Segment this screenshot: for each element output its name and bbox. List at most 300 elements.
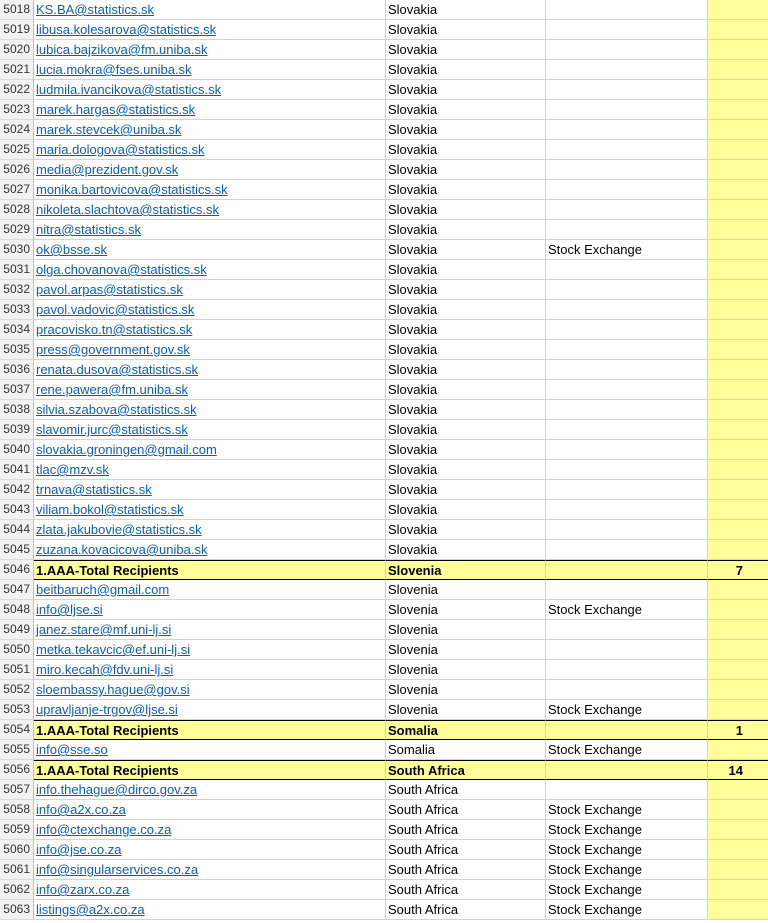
- count-cell[interactable]: [708, 540, 768, 560]
- category-cell[interactable]: [546, 460, 708, 480]
- email-cell[interactable]: [34, 500, 386, 520]
- country-cell[interactable]: Slovakia: [386, 20, 546, 40]
- country-cell[interactable]: Slovenia: [386, 620, 546, 640]
- count-cell[interactable]: [708, 180, 768, 200]
- table-row: [0, 880, 768, 900]
- count-cell[interactable]: [708, 660, 768, 680]
- category-cell[interactable]: [546, 280, 708, 300]
- count-cell[interactable]: [708, 360, 768, 380]
- row-number[interactable]: 5044: [0, 520, 34, 540]
- count-cell[interactable]: [708, 220, 768, 240]
- country-cell[interactable]: Slovakia: [386, 420, 546, 440]
- row-number[interactable]: 5059: [0, 820, 34, 840]
- country-cell[interactable]: Slovakia: [386, 0, 546, 20]
- row-number[interactable]: 5049: [0, 620, 34, 640]
- table-row: [0, 180, 768, 200]
- table-row: [0, 900, 768, 920]
- email-link[interactable]: info.thehague@dirco.gov.za: [36, 782, 198, 797]
- row-number[interactable]: 5034: [0, 320, 34, 340]
- count-cell[interactable]: [708, 780, 768, 800]
- count-cell[interactable]: [708, 400, 768, 420]
- category-cell[interactable]: Stock Exchange: [546, 900, 708, 920]
- email-link[interactable]: media@prezident.gov.sk: [36, 162, 179, 177]
- category-cell[interactable]: [546, 420, 708, 440]
- category-cell[interactable]: [546, 360, 708, 380]
- category-cell[interactable]: Stock Exchange: [546, 740, 708, 760]
- category-cell[interactable]: [546, 20, 708, 40]
- row-number[interactable]: 5047: [0, 580, 34, 600]
- row-number[interactable]: 5046: [0, 560, 34, 580]
- country-cell[interactable]: Slovenia: [386, 640, 546, 660]
- email-cell[interactable]: [34, 520, 386, 540]
- country-cell[interactable]: Slovakia: [386, 180, 546, 200]
- category-cell[interactable]: Stock Exchange: [546, 820, 708, 840]
- row-number[interactable]: 5030: [0, 240, 34, 260]
- email-link[interactable]: libusa.kolesarova@statistics.sk: [36, 22, 217, 37]
- count-cell[interactable]: [708, 260, 768, 280]
- email-link[interactable]: renata.dusova@statistics.sk: [36, 362, 199, 377]
- count-cell[interactable]: [708, 860, 768, 880]
- email-cell[interactable]: [34, 580, 386, 600]
- count-cell[interactable]: [708, 340, 768, 360]
- email-cell[interactable]: [34, 120, 386, 140]
- table-row: [0, 740, 768, 760]
- row-number[interactable]: 5026: [0, 160, 34, 180]
- table-row: [0, 800, 768, 820]
- category-cell[interactable]: Stock Exchange: [546, 700, 708, 720]
- count-cell[interactable]: [708, 600, 768, 620]
- category-cell[interactable]: [546, 400, 708, 420]
- email-link[interactable]: silvia.szabova@statistics.sk: [36, 402, 197, 417]
- email-cell[interactable]: [34, 180, 386, 200]
- email-link[interactable]: ok@bsse.sk: [36, 242, 107, 257]
- category-cell[interactable]: Stock Exchange: [546, 600, 708, 620]
- country-cell[interactable]: Slovakia: [386, 400, 546, 420]
- country-cell[interactable]: South Africa: [386, 780, 546, 800]
- country-cell[interactable]: South Africa: [386, 900, 546, 920]
- count-cell[interactable]: [708, 700, 768, 720]
- email-link[interactable]: press@government.gov.sk: [36, 342, 190, 357]
- country-cell[interactable]: Slovakia: [386, 260, 546, 280]
- email-link[interactable]: info@a2x.co.za: [36, 802, 126, 817]
- table-row: [0, 500, 768, 520]
- email-cell[interactable]: [34, 340, 386, 360]
- country-cell[interactable]: Slovakia: [386, 140, 546, 160]
- email-cell[interactable]: [34, 260, 386, 280]
- email-cell[interactable]: [34, 620, 386, 640]
- row-number[interactable]: 5061: [0, 860, 34, 880]
- row-number[interactable]: 5022: [0, 80, 34, 100]
- row-number[interactable]: 5054: [0, 720, 34, 740]
- count-cell[interactable]: [708, 0, 768, 20]
- email-cell[interactable]: [34, 420, 386, 440]
- country-cell[interactable]: Slovakia: [386, 440, 546, 460]
- count-cell[interactable]: [708, 280, 768, 300]
- country-cell[interactable]: South Africa: [386, 820, 546, 840]
- category-cell[interactable]: [546, 80, 708, 100]
- table-row: [0, 0, 768, 20]
- email-cell[interactable]: [34, 380, 386, 400]
- category-cell[interactable]: Stock Exchange: [546, 800, 708, 820]
- row-number[interactable]: 5028: [0, 200, 34, 220]
- email-cell[interactable]: [34, 880, 386, 900]
- country-cell[interactable]: South Africa: [386, 880, 546, 900]
- email-link[interactable]: marek.stevcek@uniba.sk: [36, 122, 182, 137]
- email-link[interactable]: marek.hargas@statistics.sk: [36, 102, 196, 117]
- email-link[interactable]: olga.chovanova@statistics.sk: [36, 262, 207, 277]
- count-cell[interactable]: 7: [708, 560, 768, 580]
- email-cell[interactable]: [34, 80, 386, 100]
- country-cell[interactable]: Slovakia: [386, 120, 546, 140]
- email-cell[interactable]: [34, 480, 386, 500]
- category-cell[interactable]: [546, 560, 708, 580]
- email-cell[interactable]: [34, 320, 386, 340]
- count-cell[interactable]: [708, 480, 768, 500]
- table-row: [0, 260, 768, 280]
- row-number[interactable]: 5025: [0, 140, 34, 160]
- category-cell[interactable]: [546, 100, 708, 120]
- country-cell[interactable]: Slovenia: [386, 660, 546, 680]
- category-cell[interactable]: [546, 620, 708, 640]
- category-cell[interactable]: [546, 180, 708, 200]
- email-link[interactable]: tlac@mzv.sk: [36, 462, 109, 477]
- email-cell[interactable]: [34, 820, 386, 840]
- email-link[interactable]: slavomir.jurc@statistics.sk: [36, 422, 188, 437]
- country-cell[interactable]: Slovenia: [386, 580, 546, 600]
- email-link[interactable]: maria.dologova@statistics.sk: [36, 142, 205, 157]
- count-cell[interactable]: [708, 680, 768, 700]
- email-link[interactable]: beitbaruch@gmail.com: [36, 582, 170, 597]
- email-link[interactable]: viliam.bokol@statistics.sk: [36, 502, 184, 517]
- row-number[interactable]: 5036: [0, 360, 34, 380]
- country-cell[interactable]: Slovakia: [386, 340, 546, 360]
- email-link[interactable]: zuzana.kovacicova@uniba.sk: [36, 542, 208, 557]
- country-cell[interactable]: Slovakia: [386, 480, 546, 500]
- email-cell[interactable]: [34, 300, 386, 320]
- row-number[interactable]: 5020: [0, 40, 34, 60]
- row-number[interactable]: 5040: [0, 440, 34, 460]
- email-cell[interactable]: [34, 60, 386, 80]
- table-row: [0, 520, 768, 540]
- table-row: [0, 120, 768, 140]
- row-number[interactable]: 5043: [0, 500, 34, 520]
- table-row: [0, 400, 768, 420]
- count-cell[interactable]: [708, 800, 768, 820]
- table-row: [0, 600, 768, 620]
- email-cell[interactable]: [34, 700, 386, 720]
- count-cell[interactable]: [708, 840, 768, 860]
- email-cell[interactable]: [34, 680, 386, 700]
- email-link[interactable]: listings@a2x.co.za: [36, 902, 145, 917]
- category-cell[interactable]: [546, 440, 708, 460]
- country-cell[interactable]: Slovakia: [386, 500, 546, 520]
- category-cell[interactable]: [546, 780, 708, 800]
- country-cell[interactable]: Slovenia: [386, 560, 546, 580]
- category-cell[interactable]: Stock Exchange: [546, 840, 708, 860]
- email-link[interactable]: pracovisko.tn@statistics.sk: [36, 322, 193, 337]
- email-link[interactable]: janez.stare@mf.uni-lj.si: [36, 622, 172, 637]
- category-cell[interactable]: [546, 260, 708, 280]
- category-cell[interactable]: [546, 660, 708, 680]
- count-cell[interactable]: [708, 160, 768, 180]
- category-cell[interactable]: [546, 720, 708, 740]
- count-cell[interactable]: [708, 100, 768, 120]
- count-cell[interactable]: [708, 820, 768, 840]
- country-cell[interactable]: South Africa: [386, 800, 546, 820]
- country-cell[interactable]: Slovakia: [386, 200, 546, 220]
- email-cell[interactable]: [34, 360, 386, 380]
- email-link[interactable]: metka.tekavcic@ef.uni-lj.si: [36, 642, 191, 657]
- category-cell[interactable]: [546, 140, 708, 160]
- category-cell[interactable]: [546, 500, 708, 520]
- count-cell[interactable]: 1: [708, 720, 768, 740]
- count-cell[interactable]: [708, 80, 768, 100]
- email-link[interactable]: lucia.mokra@fses.uniba.sk: [36, 62, 192, 77]
- table-row: [0, 200, 768, 220]
- count-cell[interactable]: [708, 240, 768, 260]
- row-number[interactable]: 5058: [0, 800, 34, 820]
- email-link[interactable]: info@jse.co.za: [36, 842, 122, 857]
- country-cell[interactable]: Slovakia: [386, 60, 546, 80]
- country-cell[interactable]: South Africa: [386, 860, 546, 880]
- email-link[interactable]: info@ctexchange.co.za: [36, 822, 172, 837]
- count-cell[interactable]: [708, 120, 768, 140]
- country-cell[interactable]: Slovenia: [386, 700, 546, 720]
- count-cell[interactable]: [708, 460, 768, 480]
- count-cell[interactable]: [708, 580, 768, 600]
- row-number[interactable]: 5039: [0, 420, 34, 440]
- email-link[interactable]: pavol.vadovic@statistics.sk: [36, 302, 195, 317]
- count-cell[interactable]: [708, 420, 768, 440]
- category-cell[interactable]: [546, 120, 708, 140]
- country-cell[interactable]: Slovakia: [386, 240, 546, 260]
- count-cell[interactable]: [708, 500, 768, 520]
- category-cell[interactable]: [546, 680, 708, 700]
- table-row: [0, 140, 768, 160]
- category-cell[interactable]: [546, 320, 708, 340]
- row-number[interactable]: 5063: [0, 900, 34, 920]
- country-cell[interactable]: Slovakia: [386, 520, 546, 540]
- row-number[interactable]: 5032: [0, 280, 34, 300]
- email-cell[interactable]: [34, 240, 386, 260]
- email-link[interactable]: info@zarx.co.za: [36, 882, 130, 897]
- table-row: [0, 460, 768, 480]
- category-cell[interactable]: [546, 160, 708, 180]
- category-cell[interactable]: Stock Exchange: [546, 860, 708, 880]
- count-cell[interactable]: [708, 300, 768, 320]
- country-cell[interactable]: Slovakia: [386, 220, 546, 240]
- country-cell[interactable]: South Africa: [386, 760, 546, 780]
- category-cell[interactable]: Stock Exchange: [546, 880, 708, 900]
- row-number[interactable]: 5037: [0, 380, 34, 400]
- category-cell[interactable]: Stock Exchange: [546, 240, 708, 260]
- email-cell[interactable]: [34, 200, 386, 220]
- email-link[interactable]: trnava@statistics.sk: [36, 482, 152, 497]
- count-cell[interactable]: [708, 640, 768, 660]
- table-row: [0, 280, 768, 300]
- count-cell[interactable]: 14: [708, 760, 768, 780]
- count-cell[interactable]: [708, 200, 768, 220]
- row-number[interactable]: 5055: [0, 740, 34, 760]
- row-number[interactable]: 5042: [0, 480, 34, 500]
- row-number[interactable]: 5021: [0, 60, 34, 80]
- country-cell[interactable]: Slovakia: [386, 300, 546, 320]
- email-cell[interactable]: [34, 140, 386, 160]
- country-cell[interactable]: South Africa: [386, 840, 546, 860]
- category-cell[interactable]: [546, 0, 708, 20]
- country-cell[interactable]: Slovenia: [386, 600, 546, 620]
- row-number[interactable]: 5031: [0, 260, 34, 280]
- email-link[interactable]: info@sse.so: [36, 742, 108, 757]
- table-row: [0, 780, 768, 800]
- email-cell[interactable]: 1.AAA-Total Recipients: [34, 720, 386, 740]
- email-link[interactable]: ludmila.ivancikova@statistics.sk: [36, 82, 222, 97]
- category-cell[interactable]: [546, 520, 708, 540]
- country-cell[interactable]: Slovakia: [386, 360, 546, 380]
- email-cell[interactable]: [34, 40, 386, 60]
- category-cell[interactable]: [546, 220, 708, 240]
- row-number[interactable]: 5023: [0, 100, 34, 120]
- email-cell[interactable]: [34, 440, 386, 460]
- category-cell[interactable]: [546, 380, 708, 400]
- table-row: [0, 580, 768, 600]
- count-cell[interactable]: [708, 900, 768, 920]
- email-link[interactable]: upravljanje-trgov@ljse.si: [36, 702, 178, 717]
- count-cell[interactable]: [708, 880, 768, 900]
- row-number[interactable]: 5050: [0, 640, 34, 660]
- email-link[interactable]: nitra@statistics.sk: [36, 222, 141, 237]
- email-link[interactable]: slovakia.groningen@gmail.com: [36, 442, 217, 457]
- country-cell[interactable]: Somalia: [386, 740, 546, 760]
- category-cell[interactable]: [546, 60, 708, 80]
- country-cell[interactable]: Slovakia: [386, 320, 546, 340]
- count-cell[interactable]: [708, 620, 768, 640]
- email-link[interactable]: sloembassy.hague@gov.si: [36, 682, 190, 697]
- table-row: [0, 680, 768, 700]
- category-cell[interactable]: [546, 760, 708, 780]
- row-number[interactable]: 5045: [0, 540, 34, 560]
- country-cell[interactable]: Slovakia: [386, 80, 546, 100]
- row-number[interactable]: 5029: [0, 220, 34, 240]
- row-number[interactable]: 5024: [0, 120, 34, 140]
- category-cell[interactable]: [546, 640, 708, 660]
- row-number[interactable]: 5056: [0, 760, 34, 780]
- email-cell[interactable]: [34, 540, 386, 560]
- email-link[interactable]: pavol.arpas@statistics.sk: [36, 282, 183, 297]
- email-cell[interactable]: [34, 600, 386, 620]
- row-number[interactable]: 5027: [0, 180, 34, 200]
- email-cell[interactable]: [34, 780, 386, 800]
- category-cell[interactable]: [546, 300, 708, 320]
- row-number[interactable]: 5019: [0, 20, 34, 40]
- country-cell[interactable]: Slovakia: [386, 160, 546, 180]
- category-cell[interactable]: [546, 200, 708, 220]
- country-cell[interactable]: Slovenia: [386, 680, 546, 700]
- email-cell[interactable]: [34, 20, 386, 40]
- email-cell[interactable]: [34, 100, 386, 120]
- count-cell[interactable]: [708, 320, 768, 340]
- email-cell[interactable]: [34, 280, 386, 300]
- category-cell[interactable]: [546, 40, 708, 60]
- row-number[interactable]: 5062: [0, 880, 34, 900]
- email-cell[interactable]: [34, 800, 386, 820]
- row-number[interactable]: 5038: [0, 400, 34, 420]
- count-cell[interactable]: [708, 140, 768, 160]
- count-cell[interactable]: [708, 380, 768, 400]
- email-link[interactable]: monika.bartovicova@statistics.sk: [36, 182, 228, 197]
- country-cell[interactable]: Somalia: [386, 720, 546, 740]
- total-row: [0, 560, 768, 580]
- row-number[interactable]: 5052: [0, 680, 34, 700]
- email-cell[interactable]: [34, 460, 386, 480]
- row-number[interactable]: 5057: [0, 780, 34, 800]
- email-link[interactable]: info@ljse.si: [36, 602, 103, 617]
- email-link[interactable]: lubica.bajzikova@fm.uniba.sk: [36, 42, 208, 57]
- email-link[interactable]: zlata.jakubovie@statistics.sk: [36, 522, 202, 537]
- email-cell[interactable]: [34, 860, 386, 880]
- table-row: [0, 540, 768, 560]
- email-cell[interactable]: [34, 640, 386, 660]
- category-cell[interactable]: [546, 480, 708, 500]
- country-cell[interactable]: Slovakia: [386, 40, 546, 60]
- count-cell[interactable]: [708, 520, 768, 540]
- email-link[interactable]: miro.kecah@fdv.uni-lj.si: [36, 662, 174, 677]
- count-cell[interactable]: [708, 20, 768, 40]
- country-cell[interactable]: Slovakia: [386, 280, 546, 300]
- email-link[interactable]: nikoleta.slachtova@statistics.sk: [36, 202, 219, 217]
- email-cell[interactable]: [34, 0, 386, 20]
- category-cell[interactable]: [546, 580, 708, 600]
- row-number[interactable]: 5060: [0, 840, 34, 860]
- table-row: [0, 320, 768, 340]
- email-cell[interactable]: [34, 740, 386, 760]
- email-cell[interactable]: 1.AAA-Total Recipients: [34, 560, 386, 580]
- count-cell[interactable]: [708, 60, 768, 80]
- country-cell[interactable]: Slovakia: [386, 380, 546, 400]
- category-cell[interactable]: [546, 340, 708, 360]
- email-cell[interactable]: [34, 220, 386, 240]
- email-cell[interactable]: 1.AAA-Total Recipients: [34, 760, 386, 780]
- row-number[interactable]: 5051: [0, 660, 34, 680]
- row-number[interactable]: 5053: [0, 700, 34, 720]
- email-cell[interactable]: [34, 160, 386, 180]
- email-cell[interactable]: [34, 400, 386, 420]
- count-cell[interactable]: [708, 440, 768, 460]
- country-cell[interactable]: Slovakia: [386, 460, 546, 480]
- total-row: [0, 760, 768, 780]
- country-cell[interactable]: Slovakia: [386, 540, 546, 560]
- row-number[interactable]: 5018: [0, 0, 34, 20]
- category-cell[interactable]: [546, 540, 708, 560]
- table-row: [0, 480, 768, 500]
- email-link[interactable]: info@singularservices.co.za: [36, 862, 199, 877]
- table-row: [0, 300, 768, 320]
- count-cell[interactable]: [708, 740, 768, 760]
- email-link[interactable]: KS.BA@statistics.sk: [36, 2, 154, 17]
- email-cell[interactable]: [34, 900, 386, 920]
- row-number[interactable]: 5041: [0, 460, 34, 480]
- table-row: [0, 40, 768, 60]
- row-number[interactable]: 5048: [0, 600, 34, 620]
- count-cell[interactable]: [708, 40, 768, 60]
- email-cell[interactable]: [34, 840, 386, 860]
- email-link[interactable]: rene.pawera@fm.uniba.sk: [36, 382, 188, 397]
- row-number[interactable]: 5033: [0, 300, 34, 320]
- email-cell[interactable]: [34, 660, 386, 680]
- country-cell[interactable]: Slovakia: [386, 100, 546, 120]
- table-row: [0, 820, 768, 840]
- row-number[interactable]: 5035: [0, 340, 34, 360]
